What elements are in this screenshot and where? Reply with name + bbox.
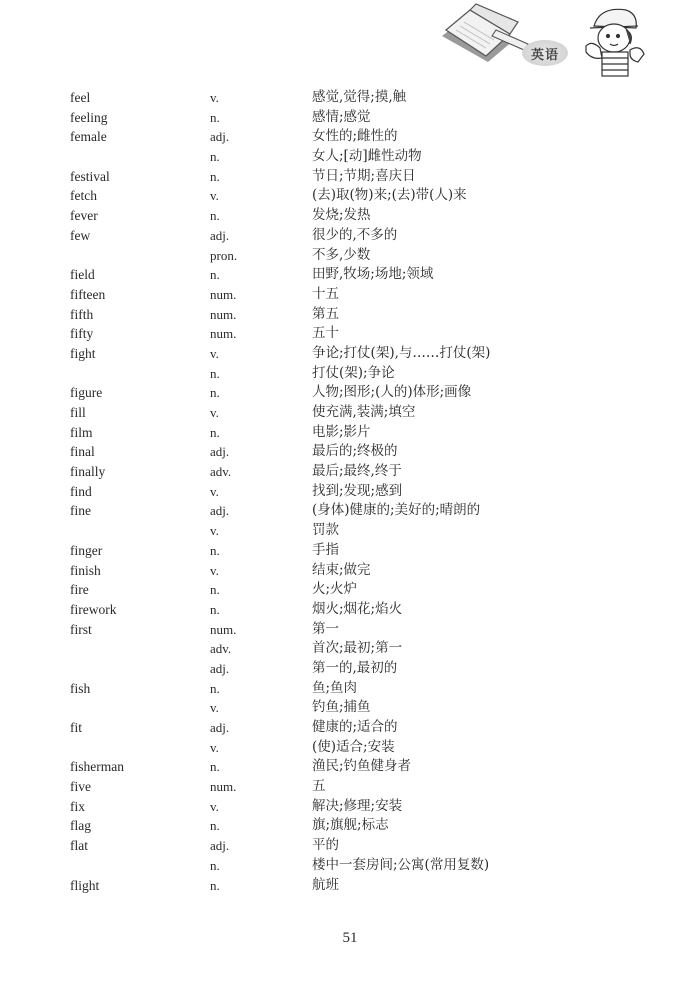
entry-definition: 感情;感觉	[312, 108, 371, 125]
entry-pos: n.	[210, 542, 220, 558]
entry-definition: 平的	[312, 837, 339, 854]
entry-definition: 第五	[312, 305, 339, 322]
list-item	[70, 600, 590, 620]
list-item	[70, 816, 590, 836]
entry-pos: v.	[210, 90, 219, 105]
list-item	[70, 698, 590, 718]
list-item	[70, 423, 590, 443]
entry-definition: 渔民;钓鱼健身者	[312, 758, 412, 775]
entry-definition: 健康的;适合的	[312, 719, 398, 735]
entry-pos: n.	[210, 109, 220, 125]
entry-pos: v.	[210, 739, 219, 755]
entry-definition: (身体)健康的;美好的;晴朗的	[312, 502, 481, 519]
entry-definition: 最后;最终,终于	[312, 463, 402, 480]
entry-pos: v.	[210, 188, 219, 204]
list-item	[70, 305, 590, 325]
entry-definition: 找到;发现;感到	[312, 482, 403, 499]
entry-pos: n.	[210, 582, 220, 598]
entry-pos: v.	[210, 562, 219, 578]
entry-definition: 第一	[312, 620, 339, 637]
list-item	[70, 876, 590, 896]
entry-word: female	[70, 129, 107, 145]
entry-definition: 航班	[312, 876, 339, 893]
entry-definition: (去)取(物)来;(去)带(人)来	[312, 187, 467, 204]
entry-pos: pron.	[210, 247, 238, 263]
entry-pos: adj.	[210, 838, 230, 854]
entry-pos: n.	[210, 365, 220, 381]
entry-word: firework	[70, 601, 117, 617]
entry-pos: adj.	[210, 129, 230, 145]
entry-definition: 钓鱼;捕鱼	[312, 699, 371, 716]
entry-definition: 解决;修理;安装	[312, 797, 403, 814]
entry-pos: n.	[210, 168, 220, 184]
list-item	[70, 639, 590, 659]
subject-label: 英语	[530, 47, 559, 63]
list-item	[70, 580, 590, 600]
entry-word: fire	[70, 582, 89, 598]
entry-word: fix	[70, 798, 85, 814]
entry-definition: 电影;影片	[312, 423, 371, 440]
entry-word: fifth	[70, 306, 94, 322]
entry-pos: n.	[210, 601, 220, 617]
entry-definition: 罚款	[312, 522, 339, 539]
entry-pos: v.	[210, 405, 219, 420]
list-item	[70, 226, 590, 246]
list-item	[70, 265, 590, 285]
list-item	[70, 501, 590, 521]
list-item	[70, 757, 590, 777]
list-item	[70, 403, 590, 423]
entry-pos: num.	[210, 286, 237, 302]
entry-word: fill	[70, 405, 86, 420]
entry-word: fit	[70, 720, 82, 735]
entry-pos: n.	[210, 149, 220, 165]
list-item	[70, 541, 590, 561]
entry-word: first	[70, 621, 92, 637]
list-item	[70, 442, 590, 462]
subject-badge	[522, 40, 568, 66]
entry-pos: num.	[210, 621, 237, 637]
entry-pos: adj.	[210, 720, 230, 735]
entry-pos: v.	[210, 798, 219, 814]
entry-pos: n.	[210, 267, 220, 283]
list-item	[70, 88, 590, 108]
entry-definition: 人物;图形;(人的)体形;画像	[312, 384, 472, 401]
list-item	[70, 521, 590, 541]
entry-word: fisherman	[70, 759, 124, 775]
entry-definition: 楼中一套房间;公寓(常用复数)	[312, 856, 490, 873]
entry-pos: adv.	[210, 641, 232, 657]
entry-word: finish	[70, 562, 101, 578]
entry-pos: n.	[210, 818, 220, 834]
list-item	[70, 147, 590, 167]
entry-word: fifteen	[70, 286, 106, 302]
entry-definition: 手指	[312, 541, 339, 558]
list-item	[70, 659, 590, 679]
entry-pos: num.	[210, 779, 237, 795]
entry-word: figure	[70, 385, 103, 401]
list-item	[70, 127, 590, 147]
entry-pos: v.	[210, 345, 219, 361]
entry-word: fifty	[70, 326, 94, 342]
entry-pos: num.	[210, 326, 237, 342]
entry-word: find	[70, 483, 92, 499]
list-item	[70, 344, 590, 364]
entry-word: fine	[70, 503, 91, 519]
list-item	[70, 797, 590, 817]
entry-pos: v.	[210, 523, 219, 539]
entry-definition: 发烧;发热	[312, 207, 371, 224]
entry-pos: adv.	[210, 464, 232, 480]
entry-definition: (使)适合;安装	[312, 738, 395, 755]
entry-word: five	[70, 779, 91, 795]
entry-definition: 使充满,装满;填空	[312, 404, 416, 420]
entry-pos: adj.	[210, 227, 230, 243]
entry-pos: v.	[210, 483, 219, 499]
entry-definition: 十五	[312, 285, 339, 302]
list-item	[70, 383, 590, 403]
list-item	[70, 718, 590, 738]
list-item	[70, 108, 590, 128]
list-item	[70, 462, 590, 482]
list-item	[70, 856, 590, 876]
entry-pos: adj.	[210, 444, 230, 460]
list-item	[70, 679, 590, 699]
entry-definition: 感觉,觉得;摸,触	[312, 89, 407, 105]
entry-definition: 争论;打仗(架),与……打仗(架)	[312, 344, 491, 361]
entry-definition: 旗;旗舰;标志	[312, 817, 389, 834]
list-item	[70, 186, 590, 206]
entry-word: fetch	[70, 188, 97, 204]
entry-definition: 不多,少数	[312, 246, 371, 263]
entry-pos: n.	[210, 680, 220, 696]
list-item	[70, 167, 590, 187]
entry-definition: 最后的;终极的	[312, 443, 398, 460]
list-item	[70, 285, 590, 305]
entry-pos: n.	[210, 857, 220, 873]
entry-word: field	[70, 267, 95, 283]
entry-word: flag	[70, 818, 91, 834]
list-item	[70, 777, 590, 797]
entry-pos: n.	[210, 424, 220, 440]
entry-word: flat	[70, 838, 88, 854]
entry-pos: n.	[210, 759, 220, 775]
page-number: 51	[342, 930, 358, 946]
list-item	[70, 324, 590, 344]
list-item	[70, 620, 590, 640]
entry-definition: 火;火炉	[312, 581, 358, 598]
entry-word: finally	[70, 464, 106, 480]
entry-definition: 五	[312, 778, 326, 795]
entry-word: feel	[70, 90, 91, 105]
list-item	[70, 206, 590, 226]
entry-definition: 第一的,最初的	[312, 659, 398, 676]
entry-pos: adj.	[210, 503, 230, 519]
entry-definition: 五十	[312, 325, 339, 342]
entry-word: festival	[70, 168, 110, 184]
list-item	[70, 836, 590, 856]
entry-pos: n.	[210, 208, 220, 224]
list-item	[70, 738, 590, 758]
entry-word: finger	[70, 542, 103, 558]
entry-definition: 女人;[动]雌性动物	[312, 148, 422, 165]
entry-pos: n.	[210, 877, 220, 893]
entry-definition: 女性的;雌性的	[312, 128, 398, 145]
entry-definition: 田野,牧场;场地;领域	[312, 266, 434, 283]
entry-word: few	[70, 227, 91, 243]
entry-definition: 结束;做完	[312, 561, 371, 578]
entry-definition: 烟火;烟花;焰火	[312, 600, 403, 617]
entry-definition: 首次;最初;第一	[312, 640, 403, 657]
entry-word: fish	[70, 680, 91, 696]
entry-definition: 节日;节期;喜庆日	[312, 167, 416, 184]
entry-word: film	[70, 424, 93, 440]
entry-word: final	[70, 444, 95, 460]
entry-pos: v.	[210, 700, 219, 716]
entry-definition: 很少的,不多的	[312, 226, 398, 243]
entry-word: flight	[70, 877, 100, 893]
entry-definition: 打仗(架);争论	[312, 364, 395, 381]
list-item	[70, 246, 590, 266]
list-item	[70, 364, 590, 384]
list-item	[70, 561, 590, 581]
entry-word: feeling	[70, 109, 108, 125]
list-item	[70, 482, 590, 502]
entry-definition: 鱼;鱼肉	[312, 679, 358, 696]
entry-pos: n.	[210, 385, 220, 401]
entry-pos: num.	[210, 306, 237, 322]
vocabulary-list	[70, 88, 590, 895]
entry-word: fever	[70, 208, 98, 224]
entry-pos: adj.	[210, 660, 230, 676]
entry-word: fight	[70, 345, 96, 361]
